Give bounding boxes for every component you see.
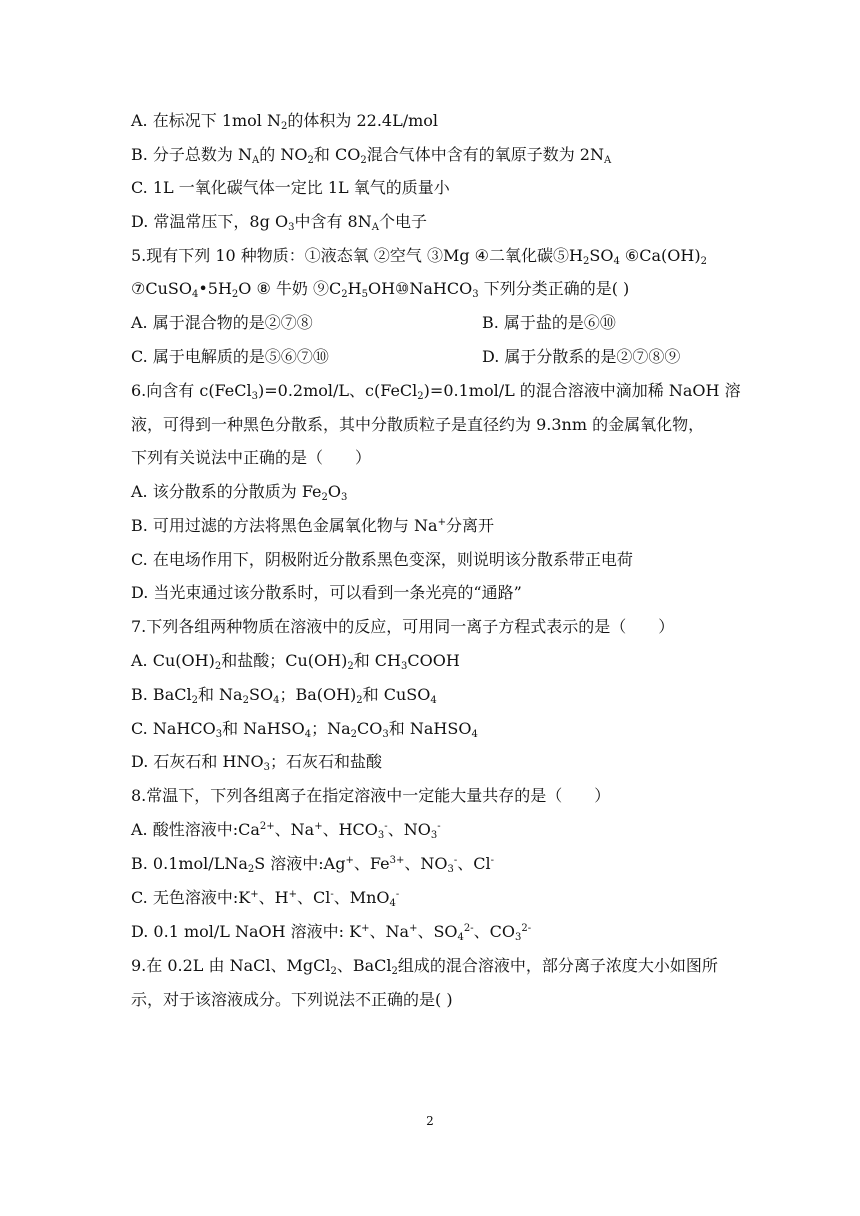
q6-stem-line2: 液，可得到一种黑色分散系，其中分散质粒子是直径约为 9.3nm 的金属氧化物， bbox=[131, 415, 705, 434]
q8-option-b: B. 0.1mol/LNa$_2$S 溶液中:Ag+、$Fe^{3+}$、$NO_3^-$、Cl- bbox=[131, 854, 494, 875]
q6-stem-line3: 下列有关说法中正确的是（ ） bbox=[131, 448, 372, 467]
page-number: 2 bbox=[426, 1114, 434, 1128]
q7-stem: 7.下列各组两种物质在溶液中的反应，可用同一离子方程式表示的是（ ） bbox=[131, 617, 675, 636]
q9-stem-line1: 9.在 0.2L 由 NaCl、MgCl$_2$、BaCl$_2$组成的混合溶液中，部分离子浓度大小如图所 bbox=[131, 956, 718, 977]
q7-option-c: C. NaHCO$_3$和 NaHSO$_4$；$Na_2CO_3$和 NaHSO$_4$ bbox=[131, 719, 478, 740]
q8-stem: 8.常温下，下列各组离子在指定溶液中一定能大量共存的是（ ） bbox=[131, 786, 611, 805]
q5-option-b: B. 属于盐的是⑥⑩ bbox=[482, 313, 616, 332]
q7-option-a: A. $Cu(OH)_2$和盐酸；$Cu(OH)_2$和 $CH_3COOH$ bbox=[131, 651, 460, 672]
q5-stem-line1: 5.现有下列 10 种物质：①液态氧 ②空气 ③Mg ④二氧化碳$⑤H_2SO_4$ $⑥Ca(OH)_2$ bbox=[131, 246, 707, 267]
q5-option-a: A. 属于混合物的是②⑦⑧ bbox=[131, 313, 313, 332]
q9-stem-line2: 示，对于该溶液成分。下列说法不正确的是( ) bbox=[131, 990, 453, 1009]
q7-option-d: D. 石灰石和 $HNO_3$；石灰石和盐酸 bbox=[131, 752, 382, 773]
q6-stem-line1: 6.向含有 c(FeCl$_3$)=0.2mol/L、c(FeCl$_2$)=0.1mol/L 的混合溶液中滴加稀 NaOH 溶 bbox=[131, 381, 741, 402]
q4-option-b: B. 分子总数为 $N_A$的 $NO_2$和 $CO_2$混合气体中含有的氧原子数为 $2N_A$ bbox=[131, 145, 612, 166]
q4-option-a: A. 在标况下 1mol $N_2$的体积为 22.4L/mol bbox=[131, 111, 439, 132]
q8-option-c: C. 无色溶液中:K+、H+、Cl-、MnO$_4$- bbox=[131, 888, 400, 909]
q5-stem-line2: $⑦CuSO_4•5H_2O$ ⑧ 牛奶 $⑨C_2H_5OH⑩NaHCO_3$ 下列分类正确的是( ) bbox=[131, 279, 630, 300]
q4-option-d: D. 常温常压下，8g $O_3$中含有 $8N_A$个电子 bbox=[131, 212, 427, 233]
q6-option-b: B. 可用过滤的方法将黑色金属氧化物与 Na+分离开 bbox=[131, 516, 494, 535]
q8-option-a: A. 酸性溶液中$:Ca^{2+}$、Na+、$HCO_3^-$、$NO_3^-$ bbox=[131, 820, 441, 841]
q4-option-c: C. 1L 一氧化碳气体一定比 1L 氧气的质量小 bbox=[131, 178, 450, 197]
q8-option-d: D. 0.1 mol/L NaOH 溶液中: K+、Na+、$SO_4^{2-}$、$CO_3^{2-}$ bbox=[131, 922, 532, 943]
q5-option-d: D. 属于分散系的是②⑦⑧⑨ bbox=[482, 347, 681, 366]
q6-option-a: A. 该分散系的分散质为 $Fe_2O_3$ bbox=[131, 482, 348, 503]
q6-option-c: C. 在电场作用下，阴极附近分散系黑色变深，则说明该分散系带正电荷 bbox=[131, 550, 633, 569]
q6-option-d: D. 当光束通过该分散系时，可以看到一条光亮的“通路” bbox=[131, 583, 522, 602]
q7-option-b: B. BaCl$_2$和 $Na_2SO_4$；$Ba(OH)_2$和 CuSO$_4$ bbox=[131, 685, 437, 706]
q5-option-c: C. 属于电解质的是⑤⑥⑦⑩ bbox=[131, 347, 329, 366]
